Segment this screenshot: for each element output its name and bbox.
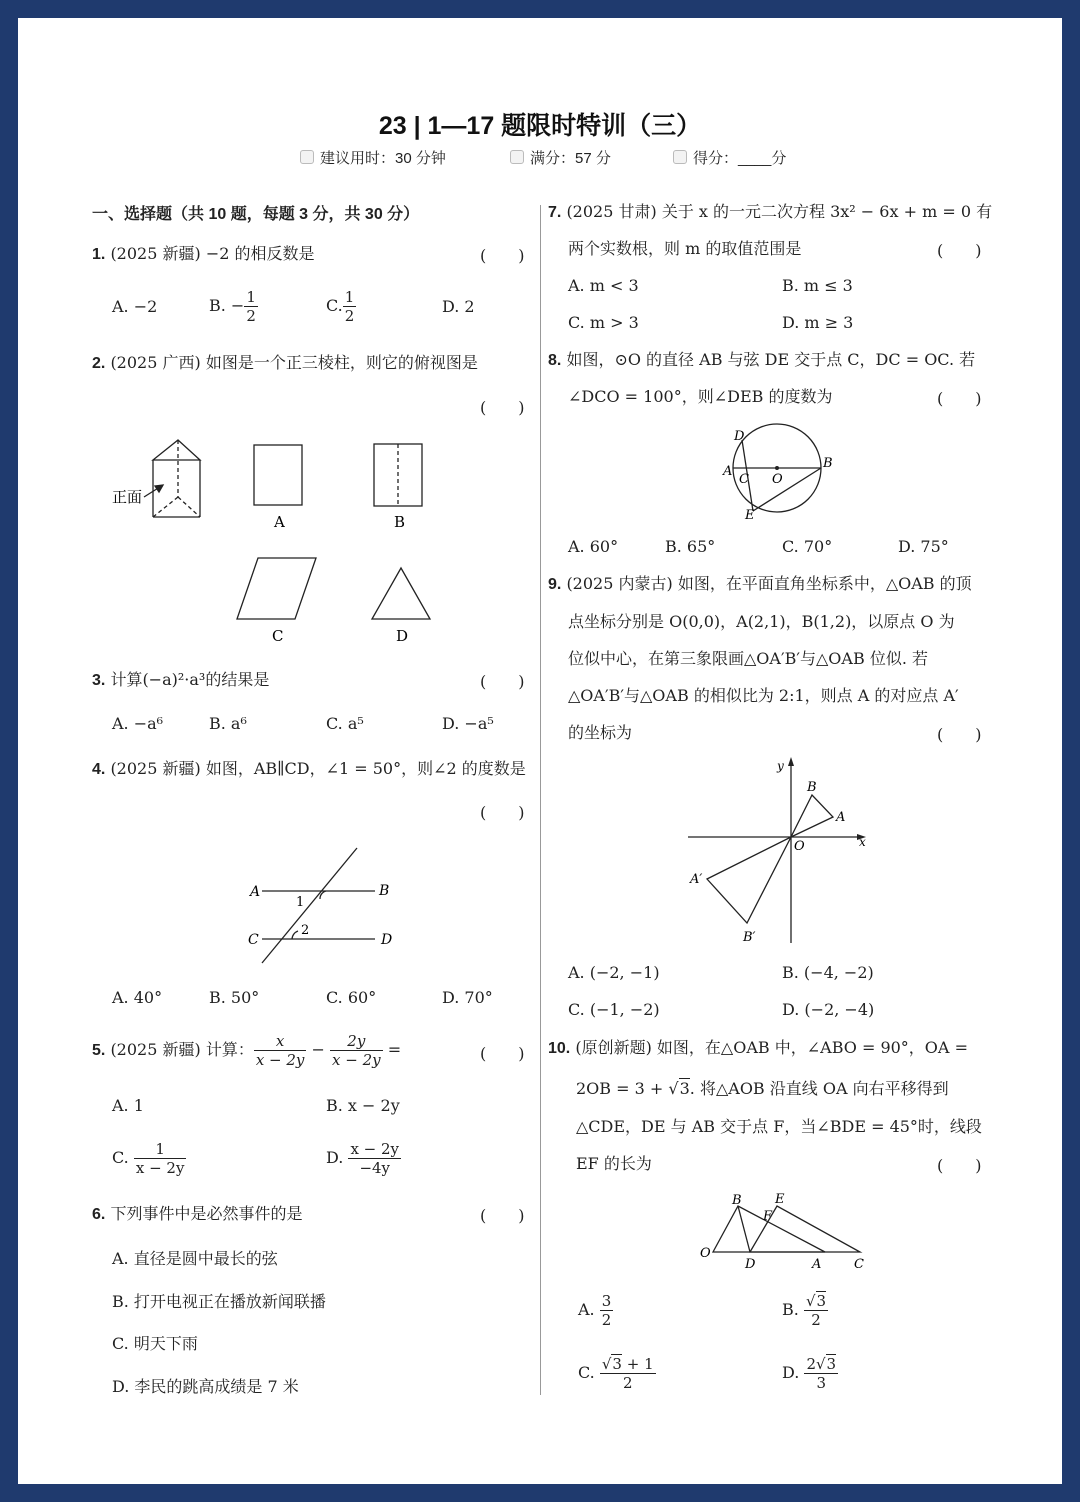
view-a-label: A [274, 513, 285, 531]
label-o: O [772, 472, 783, 487]
label-c: C [248, 932, 259, 948]
numerator: 1 [134, 1140, 187, 1159]
question-text: 计算(−a)²·a³的结果是 [110, 670, 270, 689]
question-text: (2025 新疆) −2 的相反数是 [110, 244, 315, 263]
view-d-shape [372, 568, 430, 619]
fraction [254, 1032, 307, 1069]
option-a[interactable]: A. 60° [568, 537, 619, 556]
option-d[interactable]: D. 75° [898, 537, 949, 556]
radicand: 3 [816, 1292, 827, 1310]
label-d: D [734, 429, 745, 444]
question-text: (2025 广西) 如图是一个正三棱柱，则它的俯视图是 [110, 353, 478, 372]
option-b[interactable]: B. 65° [665, 537, 716, 556]
view-c-shape [237, 558, 316, 619]
arrow-head [155, 485, 163, 492]
question-number: 10. [548, 1040, 571, 1057]
prism-top-face [153, 440, 200, 460]
numerator: √3 + 1 [601, 1355, 654, 1373]
clock-icon [300, 150, 314, 164]
question-number: 7. [548, 204, 562, 221]
numerator: x − 2y [350, 1140, 400, 1158]
angle-1-label: 1 [296, 895, 305, 910]
view-a-shape [254, 445, 302, 505]
answer-paren[interactable]: ( ) [480, 1206, 525, 1225]
denominator: 2 [344, 307, 355, 325]
denominator: x − 2y [255, 1051, 305, 1069]
label-b-prime: B′ [743, 930, 756, 945]
answer-paren[interactable]: ( ) [480, 398, 525, 417]
option-c-prefix: C. [578, 1363, 595, 1382]
triangle-oab [791, 795, 833, 837]
option-c-prefix: C. [326, 296, 343, 315]
center-dot [775, 466, 779, 470]
label-b: B [732, 1193, 742, 1208]
numerator: 3 [601, 1292, 612, 1310]
option-b-prefix: B. [782, 1300, 799, 1319]
label-c: C [854, 1257, 864, 1272]
question-9 [548, 573, 972, 596]
numerator: 2y [330, 1032, 383, 1051]
fraction [343, 288, 357, 325]
option-c[interactable] [112, 1140, 186, 1177]
denominator: 2 [601, 1311, 612, 1329]
numerator: 2√3 [806, 1355, 837, 1373]
question-4 [92, 758, 526, 781]
option-a[interactable]: A. 40° [112, 988, 163, 1007]
question-text: (2025 新疆) 计算： [110, 1040, 254, 1059]
label-c: C [739, 472, 749, 487]
question-number: 6. [92, 1206, 106, 1223]
segment-eb [753, 468, 821, 511]
question-7 [548, 201, 992, 224]
question-text: (2025 甘肃) 关于 x 的一元二次方程 3x² − 6x + m = 0 有 [566, 202, 993, 221]
denominator: 2 [622, 1374, 633, 1392]
question-number: 9. [548, 576, 562, 593]
label-o: O [700, 1246, 711, 1261]
option-c[interactable]: C. 70° [782, 537, 833, 556]
got-score-label: 得分：____分 [693, 150, 787, 167]
fraction [804, 1292, 828, 1329]
label-a: A [723, 464, 733, 479]
question-text: . 将△AOB 沿直线 OA 向右平移得到 [689, 1079, 949, 1098]
option-a[interactable]: A. −a⁶ [112, 714, 164, 733]
label-o: O [794, 839, 805, 854]
option-b[interactable]: B. 50° [209, 988, 260, 1007]
option-d[interactable]: D. 70° [442, 988, 493, 1007]
triangle-oa2b2 [707, 837, 791, 923]
question-9-line-4: △OA′B′与△OAB 的相似比为 2:1，则点 A 的对应点 A′ [568, 686, 959, 705]
fraction [804, 1355, 838, 1392]
label-b: B [823, 456, 833, 471]
translation-figure [695, 1188, 875, 1273]
option-d[interactable] [326, 1140, 401, 1177]
minus-sign: − [311, 1040, 325, 1059]
question-text: 2OB = 3 + [576, 1079, 669, 1098]
option-d-prefix: D. [782, 1363, 800, 1382]
question-6 [92, 1203, 302, 1226]
segment-bd [738, 1206, 750, 1252]
question-10-line-3: △CDE，DE 与 AB 交于点 F，当∠BDE = 45°时，线段 [576, 1117, 982, 1136]
option-c[interactable]: C. 明天下雨 [112, 1334, 198, 1353]
edit-icon [673, 150, 687, 164]
question-number: 1. [92, 246, 106, 263]
question-7-line-2: 两个实数根，则 m 的取值范围是 [568, 239, 802, 258]
option-a[interactable]: A. −2 [112, 297, 158, 316]
question-8 [548, 349, 975, 372]
front-label: 正面 [112, 488, 143, 506]
question-10 [548, 1037, 968, 1060]
option-c[interactable]: C. a⁵ [326, 714, 364, 733]
coefficient: 2 [806, 1355, 816, 1373]
fraction [134, 1140, 187, 1177]
option-a[interactable]: A. m < 3 [568, 276, 639, 295]
answer-paren[interactable]: ( ) [937, 1156, 982, 1175]
label-f: F [763, 1209, 773, 1224]
denominator: −4y [359, 1159, 391, 1177]
section-title: 一、选择题（共 10 题，每题 3 分，共 30 分） [92, 206, 420, 223]
question-text: (原创新题) 如图，在△OAB 中，∠ABO = 90°，OA = [575, 1038, 968, 1057]
denominator: x − 2y [135, 1159, 185, 1177]
score-icon [510, 150, 524, 164]
question-3 [92, 669, 269, 692]
question-text: (2025 新疆) 如图，AB∥CD，∠1 = 50°，则∠2 的度数是 [110, 759, 526, 778]
column-divider [540, 205, 541, 1395]
option-a[interactable]: A. 直径是圆中最长的弦 [112, 1249, 278, 1268]
angle-2-arc [292, 931, 298, 939]
circle-figure [715, 420, 845, 525]
option-b[interactable]: B. 打开电视正在播放新闻联播 [112, 1292, 326, 1311]
fraction [600, 1355, 656, 1392]
label-x: x [859, 835, 866, 849]
prism-hidden-edge [153, 497, 178, 517]
numerator: 1 [246, 288, 256, 306]
question-1 [92, 243, 315, 266]
suggested-time [300, 147, 446, 168]
label-a: A [836, 810, 846, 825]
numerator: 1 [344, 288, 355, 306]
answer-paren[interactable]: ( ) [480, 246, 525, 265]
question-9-line-3: 位似中心，在第三象限画△OA′B′与△OAB 位似. 若 [568, 649, 928, 668]
label-a: A [250, 884, 261, 900]
label-a-prime: A′ [690, 872, 703, 887]
question-text: 如图，⊙O 的直径 AB 与弦 DE 交于点 C，DC = OC. 若 [566, 350, 976, 369]
equals-sign: = [387, 1040, 402, 1059]
question-number: 8. [548, 352, 562, 369]
question-number: 2. [92, 355, 106, 372]
fraction [244, 288, 258, 325]
question-2 [92, 352, 478, 375]
view-b-label: B [394, 513, 406, 531]
answer-paren[interactable]: ( ) [937, 389, 982, 408]
option-a[interactable] [578, 1292, 613, 1329]
answer-paren[interactable]: ( ) [480, 672, 525, 691]
option-d[interactable]: D. m ≥ 3 [782, 313, 854, 332]
option-d[interactable] [782, 1355, 838, 1392]
fraction [600, 1292, 614, 1329]
option-c[interactable]: C. m > 3 [568, 313, 639, 332]
answer-paren[interactable]: ( ) [937, 725, 982, 744]
option-d[interactable]: D. (−2, −4) [782, 1000, 875, 1019]
denominator: 2 [811, 1311, 821, 1329]
option-a[interactable]: A. (−2, −1) [568, 963, 660, 982]
label-d: D [381, 932, 393, 948]
full-score [510, 147, 611, 168]
radicand: 3 [612, 1355, 622, 1373]
question-9-line-2: 点坐标分别是 O(0,0)，A(2,1)，B(1,2)，以原点 O 为 [568, 612, 955, 631]
question-8-line-2: ∠DCO = 100°，则∠DEB 的度数为 [568, 387, 833, 406]
fraction [330, 1032, 383, 1069]
coordinate-figure [680, 755, 880, 950]
option-d[interactable]: D. −a⁵ [442, 714, 494, 733]
view-c-label: C [272, 627, 284, 645]
label-e: E [775, 1192, 785, 1207]
question-10-line-4: EF 的长为 [576, 1154, 652, 1173]
question-5 [92, 1032, 401, 1069]
radicand: 3 [826, 1355, 837, 1373]
parallel-lines-figure [240, 840, 410, 970]
question-text: 下列事件中是必然事件的是 [110, 1204, 303, 1223]
denominator: 2 [246, 307, 256, 325]
prism-figure [100, 432, 460, 652]
option-c[interactable] [326, 288, 356, 325]
answer-paren[interactable]: ( ) [480, 803, 525, 822]
full-score-label: 满分：57 分 [530, 150, 611, 167]
label-b: B [807, 780, 817, 795]
fraction [348, 1140, 401, 1177]
option-c[interactable] [578, 1355, 656, 1392]
question-number: 4. [92, 761, 106, 778]
label-a: A [812, 1257, 822, 1272]
numerator: x [254, 1032, 307, 1051]
label-d: D [745, 1257, 756, 1272]
label-y: y [777, 759, 784, 773]
option-b[interactable]: B. a⁶ [209, 714, 247, 733]
option-d-prefix: D. [326, 1148, 344, 1167]
label-b: B [379, 883, 390, 899]
option-d[interactable]: D. 2 [442, 297, 475, 316]
transversal [262, 848, 357, 963]
option-a-prefix: A. [578, 1300, 595, 1319]
option-b[interactable] [209, 288, 258, 325]
option-a[interactable]: A. 1 [112, 1096, 144, 1115]
question-number: 5. [92, 1042, 106, 1059]
view-d-label: D [396, 627, 409, 645]
page-title: 23 | 1—17 题限时特训（三） [378, 112, 702, 140]
question-10-line-2: 2OB = 3 + √3. 将△AOB 沿直线 OA 向右平移得到 [576, 1079, 949, 1098]
option-b-prefix: B. − [209, 296, 245, 315]
denominator: 3 [816, 1374, 827, 1392]
y-arrow [788, 757, 794, 766]
question-text: (2025 内蒙古) 如图，在平面直角坐标系中，△OAB 的顶 [566, 574, 972, 593]
answer-paren[interactable]: ( ) [480, 1044, 525, 1063]
question-9-line-5: 的坐标为 [568, 723, 633, 742]
numerator: √3 [805, 1292, 827, 1310]
numerator-tail: + 1 [621, 1355, 654, 1373]
denominator: x − 2y [332, 1051, 381, 1069]
option-b[interactable] [782, 1292, 828, 1329]
suggested-time-label: 建议用时：30 分钟 [320, 150, 446, 167]
answer-paren[interactable]: ( ) [937, 241, 982, 260]
option-c-prefix: C. [112, 1148, 129, 1167]
option-b[interactable]: B. (−4, −2) [782, 963, 874, 982]
option-b[interactable]: B. m ≤ 3 [782, 276, 853, 295]
option-c[interactable]: C. 60° [326, 988, 377, 1007]
option-b[interactable]: B. x − 2y [326, 1096, 400, 1115]
option-c[interactable]: C. (−1, −2) [568, 1000, 660, 1019]
option-d[interactable]: D. 李民的跳高成绩是 7 米 [112, 1377, 299, 1396]
radicand: 3 [679, 1079, 690, 1098]
question-number: 3. [92, 672, 106, 689]
prism-hidden-edge [178, 497, 200, 517]
angle-2-label: 2 [301, 923, 310, 938]
got-score [673, 147, 786, 168]
label-e: E [745, 508, 755, 523]
